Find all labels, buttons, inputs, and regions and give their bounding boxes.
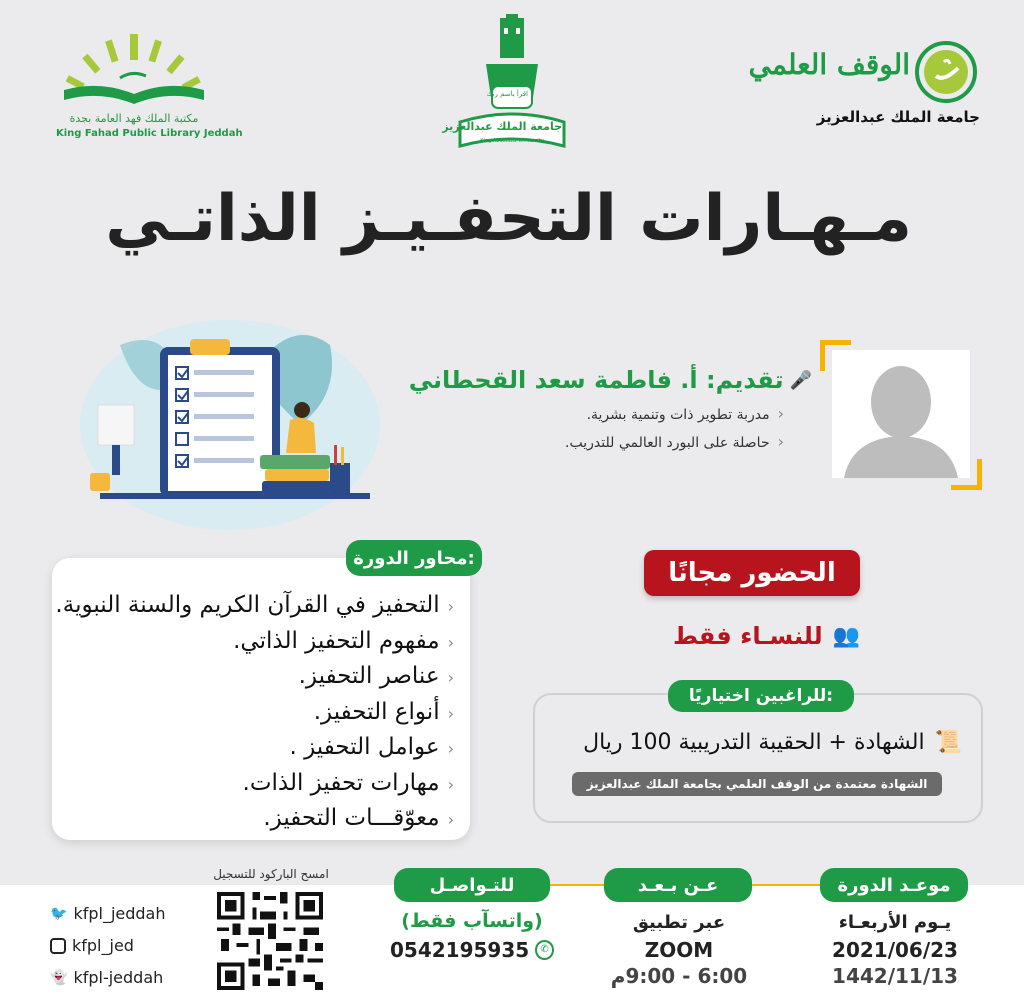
contact-title: للتـواصـل — [394, 868, 550, 902]
kau-seal-top-text: اقرأ باسم ربك — [486, 90, 528, 98]
remote-line1: عبر تطبيق — [632, 912, 726, 933]
course-axes-title: محاور الدورة: — [346, 540, 482, 576]
list-item: ‹عناصر التحفيز. — [298, 663, 454, 689]
list-item: ‹أنواع التحفيز. — [313, 698, 454, 725]
social-snapchat[interactable] — [50, 968, 163, 987]
library-logo — [56, 30, 243, 140]
library-name-ar: مكتبة الملك فهد العامة بجدة — [69, 112, 199, 125]
checklist-illustration — [80, 305, 380, 530]
snapchat-handle[interactable]: kfpl-jeddah — [73, 968, 164, 987]
optional-title: للراغبين اختياريًا: — [668, 680, 854, 712]
chevron-left-icon: ‹ — [447, 703, 454, 723]
users-icon: 👥 — [832, 623, 860, 649]
course-axes-list — [34, 588, 454, 837]
waqf-logo — [748, 38, 980, 130]
kau-seal-en: King Abdulaziz University — [480, 138, 544, 144]
chevron-left-icon: ‹ — [447, 739, 454, 758]
remote-app: ZOOM — [644, 938, 714, 962]
library-name-en: King Fahad Public Library Jeddah — [56, 128, 243, 139]
twitter-icon: 🐦 — [50, 905, 68, 922]
list-item: ‹عوامل التحفيز . — [289, 734, 454, 760]
qr-caption: امسح الباركود للتسجيل — [213, 867, 329, 881]
date-hijri: 1442/11/13 — [832, 964, 958, 988]
chevron-left-icon: ‹ — [447, 774, 454, 794]
list-item: ‹التحفيز في القرآن الكريم والسنة النبوية. — [55, 592, 454, 618]
whatsapp-icon: ✆ — [535, 940, 554, 960]
kau-seal-text: جامعة الملك عبدالعزيز — [442, 120, 562, 133]
snapchat-icon: 👻 — [50, 969, 68, 986]
chevron-left-icon: ‹ — [447, 810, 454, 829]
instagram-icon — [50, 938, 66, 954]
registration-qr-code[interactable] — [212, 888, 328, 994]
date-title: موعـد الدورة — [820, 868, 968, 902]
waqf-name: الوقف العلمي — [748, 48, 910, 81]
women-only — [673, 622, 860, 650]
page-title: مـهـارات التحفـيـز الذاتـي — [105, 182, 912, 256]
date-day: يـوم الأربعـاء — [838, 912, 952, 933]
contact-phone-row[interactable] — [390, 938, 554, 962]
contact-phone[interactable]: 0542195935 — [390, 938, 530, 962]
presenter-name: تقديم: أ. فاطمة سعد القحطاني — [408, 366, 784, 394]
book-sunrise-icon — [60, 30, 208, 110]
remote-title: عـن بـعـد — [604, 868, 752, 902]
avatar — [832, 350, 970, 478]
list-item: ‹معوّقـــات التحفيز. — [263, 805, 454, 831]
waqf-university: جامعة الملك عبدالعزيز — [816, 108, 980, 126]
microphone-icon: 🎤 — [789, 369, 812, 391]
chevron-left-icon: ‹ — [447, 668, 454, 687]
waqf-emblem-icon — [914, 40, 978, 104]
optional-price: الشهادة + الحقيبة التدريبية 100 ريال — [583, 730, 925, 755]
presenter-bullet: ‹حاصلة على البورد العالمي للتدريب. — [565, 432, 784, 451]
certificate-note: الشهادة معتمدة من الوقف العلمي بجامعة الملك عبدالعزيز — [572, 772, 942, 796]
list-item: ‹مهارات تحفيز الذات. — [242, 769, 454, 796]
chevron-left-icon: ‹ — [777, 432, 784, 451]
social-twitter[interactable] — [50, 904, 165, 923]
contact-note: (واتسآب فقط) — [401, 910, 543, 932]
kau-logo — [442, 14, 568, 156]
certificate-icon: 📜 — [934, 730, 962, 755]
chevron-left-icon: ‹ — [447, 597, 454, 616]
optional-price-row — [583, 730, 962, 755]
free-attendance-badge: الحضور مجانًا — [644, 550, 860, 596]
list-item: ‹مفهوم التحفيز الذاتي. — [233, 627, 454, 654]
chevron-left-icon: ‹ — [447, 632, 454, 652]
instagram-handle[interactable]: kfpl_jed — [72, 936, 134, 955]
presenter-bullet: ‹مدربة تطوير ذات وتنمية بشرية. — [586, 404, 784, 423]
kau-tower-icon — [442, 14, 568, 156]
presenter-photo-frame — [820, 340, 982, 490]
twitter-handle[interactable]: kfpl_jeddah — [73, 904, 166, 923]
women-only-label: للنسـاء فقط — [673, 622, 823, 650]
social-instagram[interactable] — [50, 936, 134, 955]
chevron-left-icon: ‹ — [777, 404, 784, 423]
date-gregorian: 2021/06/23 — [832, 938, 958, 962]
optional-card — [533, 693, 983, 823]
remote-time: 6:00 - 9:00م — [610, 964, 748, 988]
presenter-line — [409, 366, 812, 394]
